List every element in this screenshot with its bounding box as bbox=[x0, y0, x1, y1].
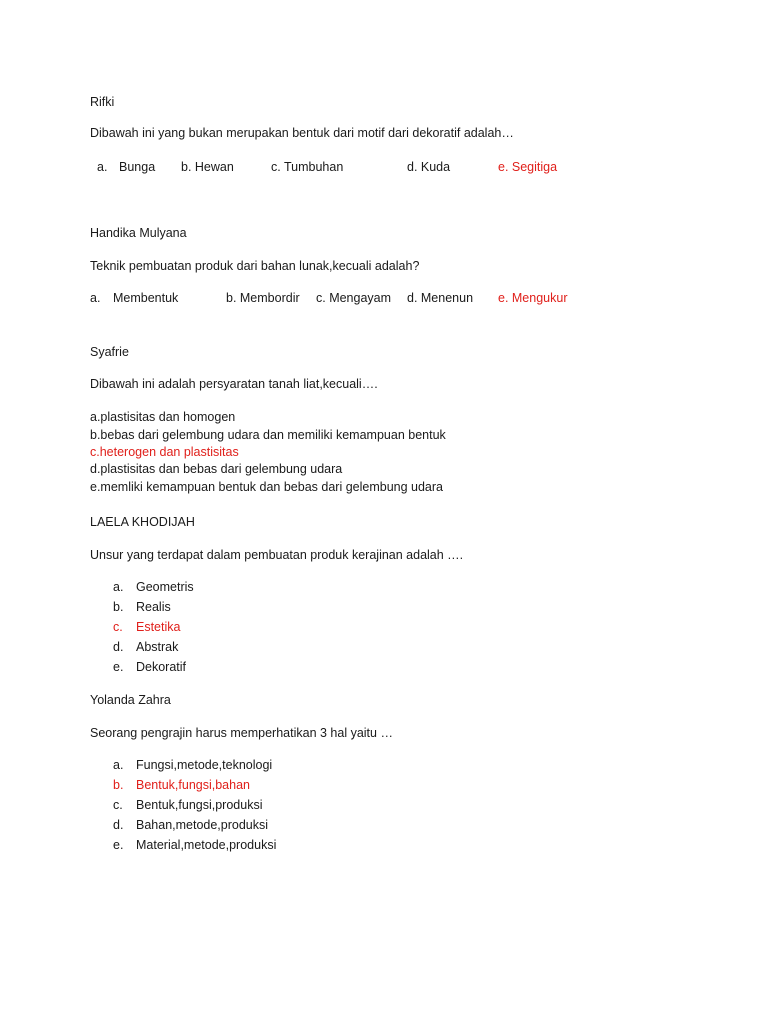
option-marker: c. bbox=[113, 798, 123, 812]
option-text: Bentuk,fungsi,produksi bbox=[136, 798, 263, 812]
option-text: e.memliki kemampuan bentuk dan bebas dari gelembung udara bbox=[90, 480, 443, 494]
author-name: Syafrie bbox=[90, 345, 129, 359]
question-text: Seorang pengrajin harus memperhatikan 3 hal yaitu … bbox=[90, 726, 393, 740]
option-text: Membentuk bbox=[113, 291, 179, 305]
option-marker: a. bbox=[90, 291, 101, 305]
option-text: d. Menenun bbox=[407, 291, 474, 305]
author-name: Yolanda Zahra bbox=[90, 693, 171, 707]
correct-marker: c. bbox=[113, 620, 123, 634]
option-marker: e. bbox=[113, 660, 124, 674]
author-name: LAELA KHODIJAH bbox=[90, 515, 195, 529]
option-text: a.plastisitas dan homogen bbox=[90, 410, 236, 424]
option-text: b. Hewan bbox=[181, 160, 234, 174]
option-marker: d. bbox=[113, 818, 124, 832]
option-text: Bunga bbox=[119, 160, 156, 174]
author-name: Handika Mulyana bbox=[90, 226, 187, 240]
question-text: Dibawah ini adalah persyaratan tanah liat,kecuali…. bbox=[90, 377, 378, 391]
option-marker: a. bbox=[113, 580, 124, 594]
option-text: Bahan,metode,produksi bbox=[136, 818, 269, 832]
option-text: c. Mengayam bbox=[316, 291, 392, 305]
option-marker: e. bbox=[113, 838, 124, 852]
option-text: b.bebas dari gelembung udara dan memiliki kemampuan bentuk bbox=[90, 428, 446, 442]
option-text: Fungsi,metode,teknologi bbox=[136, 758, 273, 772]
option-text: Material,metode,produksi bbox=[136, 838, 277, 852]
option-text: Geometris bbox=[136, 580, 194, 594]
option-marker: a. bbox=[113, 758, 124, 772]
option-text: Dekoratif bbox=[136, 660, 187, 674]
correct-answer: Estetika bbox=[136, 620, 181, 634]
option-text: b. Membordir bbox=[226, 291, 300, 305]
option-text: Abstrak bbox=[136, 640, 179, 654]
correct-answer: e. Mengukur bbox=[498, 291, 568, 305]
question-text: Teknik pembuatan produk dari bahan lunak,kecuali adalah? bbox=[90, 259, 420, 273]
option-marker: b. bbox=[113, 600, 124, 614]
question-text: Unsur yang terdapat dalam pembuatan produk kerajinan adalah …. bbox=[90, 548, 464, 562]
question-text: Dibawah ini yang bukan merupakan bentuk dari motif dari dekoratif adalah… bbox=[90, 126, 514, 140]
option-marker: d. bbox=[113, 640, 124, 654]
option-text: d. Kuda bbox=[407, 160, 451, 174]
author-name: Rifki bbox=[90, 95, 115, 109]
option-text: c. Tumbuhan bbox=[271, 160, 344, 174]
correct-answer: Bentuk,fungsi,bahan bbox=[136, 778, 250, 792]
option-text: d.plastisitas dan bebas dari gelembung udara bbox=[90, 462, 343, 476]
correct-marker: b. bbox=[113, 778, 124, 792]
correct-answer: e. Segitiga bbox=[498, 160, 558, 174]
option-marker: a. bbox=[97, 160, 108, 174]
option-text: Realis bbox=[136, 600, 171, 614]
correct-answer: c.heterogen dan plastisitas bbox=[90, 445, 239, 459]
